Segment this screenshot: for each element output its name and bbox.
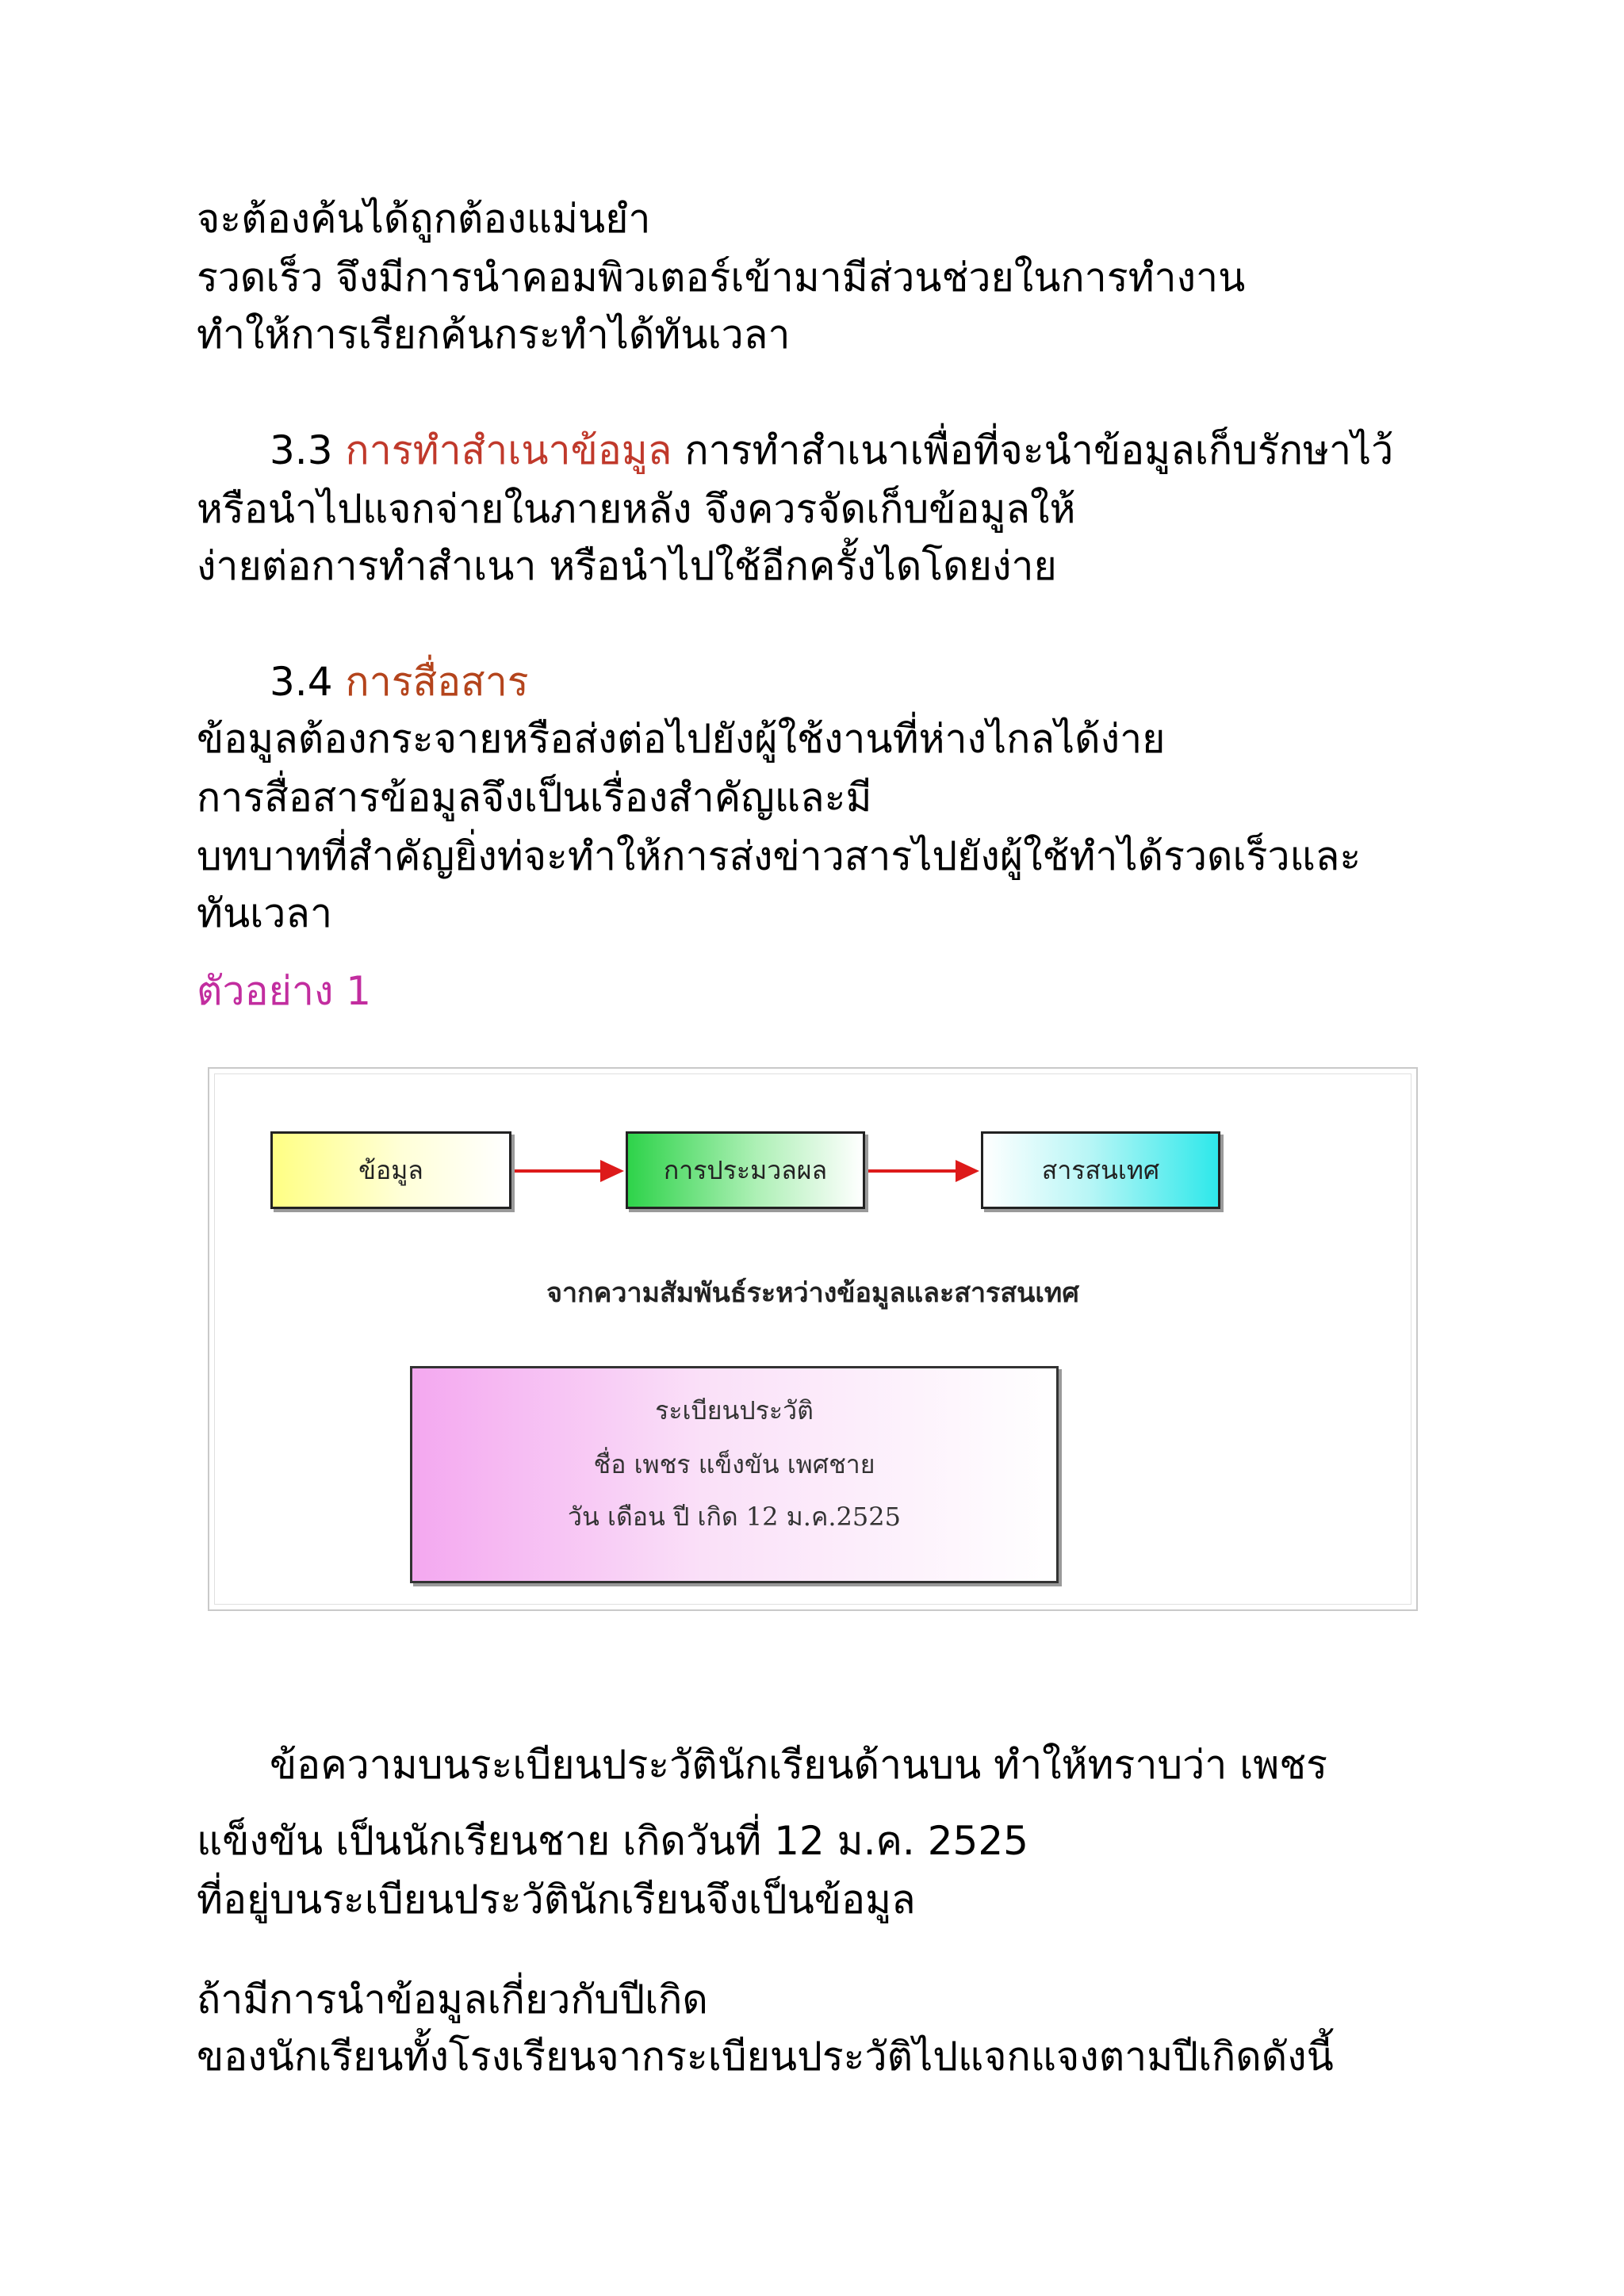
figure-frame xyxy=(214,1073,1411,1605)
text-line: แข็งขัน เป็นนักเรียนชาย เกิดวันที่ 12 ม.ค. 2525 xyxy=(197,1818,1028,1864)
text-line: บทบาทที่สำคัญยิ่งท่จะทำให้การส่งข่าวสารไปยังผู้ใช้ทำได้รวดเร็วและ xyxy=(197,833,1362,879)
text-line: ของนักเรียนทั้งโรงเรียนจากระเบียนประวัติไปแจกแจงตามปีเกิดดังนี้ xyxy=(197,2034,1334,2080)
section-title: การสื่อสาร xyxy=(345,659,529,705)
section-number: 3.3 xyxy=(270,427,346,473)
text-line: หรือนำไปแจกจ่ายในภายหลัง จึงควรจัดเก็บข้อมูลให้ xyxy=(197,486,1076,532)
section-title: การทำสำเนาข้อมูล xyxy=(345,427,672,473)
text-line: ทันเวลา xyxy=(197,890,333,936)
arrow-icon xyxy=(515,1160,624,1182)
flow-box-data xyxy=(270,1131,511,1209)
text-line: การสื่อสารข้อมูลจึงเป็นเรื่องสำคัญและมี xyxy=(197,775,872,821)
text-line: ง่ายต่อการทำสำเนา หรือนำไปใช้อีกครั้งไดโดยง่าย xyxy=(197,543,1057,589)
flow-box-label: สารสนเทศ xyxy=(1041,1154,1160,1185)
text-line: ถ้ามีการนำข้อมูลเกี่ยวกับปีเกิด xyxy=(197,1976,708,2022)
record-birth-line: วัน เดือน ปี เกิด 12 ม.ค.2525 xyxy=(568,1502,901,1532)
text-line: ข้อความบนระเบียนประวัตินักเรียนด้านบน ทำให้ทราบว่า เพชร xyxy=(270,1742,1328,1788)
flow-box-information xyxy=(981,1131,1220,1209)
example-heading: ตัวอย่าง 1 xyxy=(197,968,372,1014)
example-figure xyxy=(208,1067,1418,1611)
figure-caption: จากความสัมพันธ์ระหว่างข้อมูลและสารสนเทศ xyxy=(546,1277,1079,1309)
record-name-line: ชื่อ เพชร แข็งขัน เพศชาย xyxy=(593,1449,875,1479)
text-line: จะต้องค้นได้ถูกต้องแม่นยำ xyxy=(197,196,651,242)
section-3-4-heading xyxy=(270,658,529,706)
section-number: 3.4 xyxy=(270,659,346,705)
section-3-3-heading xyxy=(270,427,1393,474)
text-line: ทำให้การเรียกค้นกระทำได้ทันเวลา xyxy=(197,312,791,358)
record-title: ระเบียนประวัติ xyxy=(655,1395,814,1425)
section-text: การทำสำเนาเพื่อที่จะนำข้อมูลเก็บรักษาไว้ xyxy=(672,427,1394,473)
text-line: รวดเร็ว จึงมีการนำคอมพิวเตอร์เข้ามามีส่วนช่วยในการทำงาน xyxy=(197,254,1246,300)
flow-box-label: การประมวลผล xyxy=(663,1154,828,1185)
text-line: ที่อยู่บนระเบียนประวัตินักเรียนจึงเป็นข้อมูล xyxy=(197,1877,916,1923)
text-line: ข้อมูลต้องกระจายหรือส่งต่อไปยังผู้ใช้งานที่ห่างไกลได้ง่าย xyxy=(197,716,1166,762)
arrow-icon xyxy=(868,1160,979,1182)
flow-box-label: ข้อมูล xyxy=(358,1154,423,1185)
flow-box-processing xyxy=(626,1131,865,1209)
student-record-card xyxy=(410,1366,1059,1583)
